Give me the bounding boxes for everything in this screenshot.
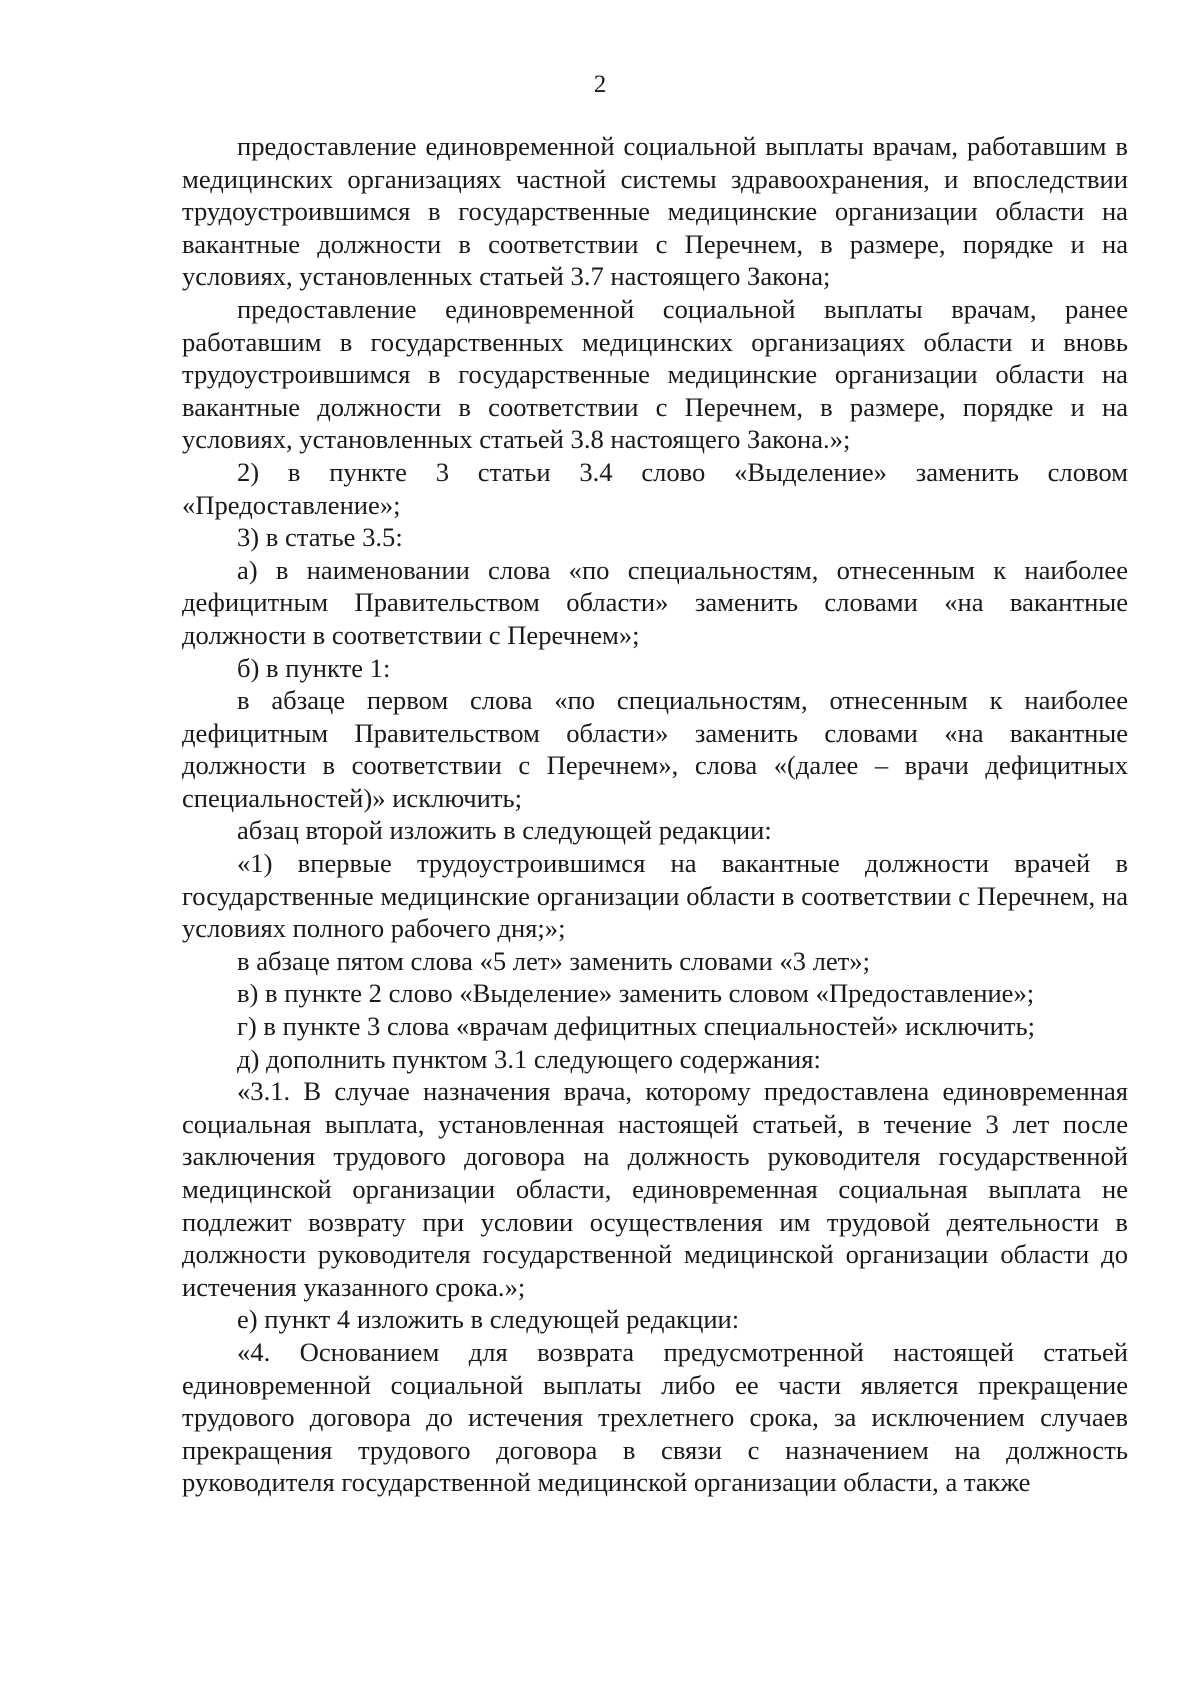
paragraph-subitem-b: б) в пункте 1: <box>237 652 391 683</box>
paragraph-private-doctors-payment: предоставление единовременной социальной выплаты врачам, работавшим в медицинских организациях частной системы здравоохранения, и впоследствии трудоустроившимся в государственные медицинские организации области на вакантные должности в соответствии с Перечнем, в размере, порядке и на условиях, установленных статьей 3.7 настоящего Закона; <box>182 131 1128 292</box>
paragraph-subitem-v: в) в пункте 2 слово «Выделение» заменить словом «Предоставление»; <box>237 978 1035 1009</box>
paragraph-subitem-g: г) в пункте 3 слова «врачам дефицитных специальностей» исключить; <box>237 1011 1035 1042</box>
paragraph-subitem-d: д) дополнить пунктом 3.1 следующего содержания: <box>237 1043 821 1074</box>
paragraph-subitem-e: е) пункт 4 изложить в следующей редакции: <box>237 1304 740 1335</box>
paragraph-subitem-a: а) в наименовании слова «по специальностям, отнесенным к наиболее дефицитным Правительством области» заменить словами «на вакантные должности в соответствии с Перечнем»; <box>182 554 1128 650</box>
paragraph-fifth-abzac: в абзаце пятом слова «5 лет» заменить словами «3 лет»; <box>237 945 870 976</box>
paragraph-second-abzac-intro: абзац второй изложить в следующей редакции: <box>237 815 772 846</box>
document-body <box>182 130 1128 1499</box>
paragraph-first-abzac: в абзаце первом слова «по специальностям, отнесенным к наиболее дефицитным Правительством области» заменить словами «на вакантные должности в соответствии с Перечнем», слова «(далее – врачи дефицитных специальностей)» исключить; <box>182 685 1128 813</box>
paragraph-item-3: 3) в статье 3.5: <box>237 522 403 553</box>
paragraph-new-item-1: «1) впервые трудоустроившимся на вакантные должности врачей в государственные медицинские организации области в соответствии с Перечнем, на условиях полного рабочего дня;»; <box>182 848 1128 944</box>
paragraph-former-state-doctors-payment: предоставление единовременной социальной выплаты врачам, ранее работавшим в государственных медицинских организациях области и вновь трудоустроившимся в государственные медицинские организации области на вакантные должности в соответствии с Перечнем, в размере, порядке и на условиях, установленных статьей 3.8 настоящего Закона.»; <box>182 293 1128 455</box>
paragraph-new-item-3-1: «3.1. В случае назначения врача, которому предоставлена единовременная социальная выплата, установленная настоящей статьей, в течение 3 лет после заключения трудового договора на должность руководителя государственной медицинской организации области, единовременная социальная выплата не подлежит возврату при условии осуществления им трудовой деятельности в должности руководителя государственной медицинской организации области до истечения указанного срока.»; <box>182 1076 1128 1302</box>
page-number: 2 <box>593 71 607 98</box>
paragraph-new-item-4: «4. Основанием для возврата предусмотренной настоящей статьей единовременной социальной выплаты либо ее части является прекращение трудового договора до истечения трехлетнего срока, за исключением случаев прекращения трудового договора в связи с назначением на должность руководителя государственной медицинской организации области, а также <box>182 1336 1128 1498</box>
paragraph-item-2: 2) в пункте 3 статьи 3.4 слово «Выделение» заменить словом «Предоставление»; <box>182 456 1128 520</box>
